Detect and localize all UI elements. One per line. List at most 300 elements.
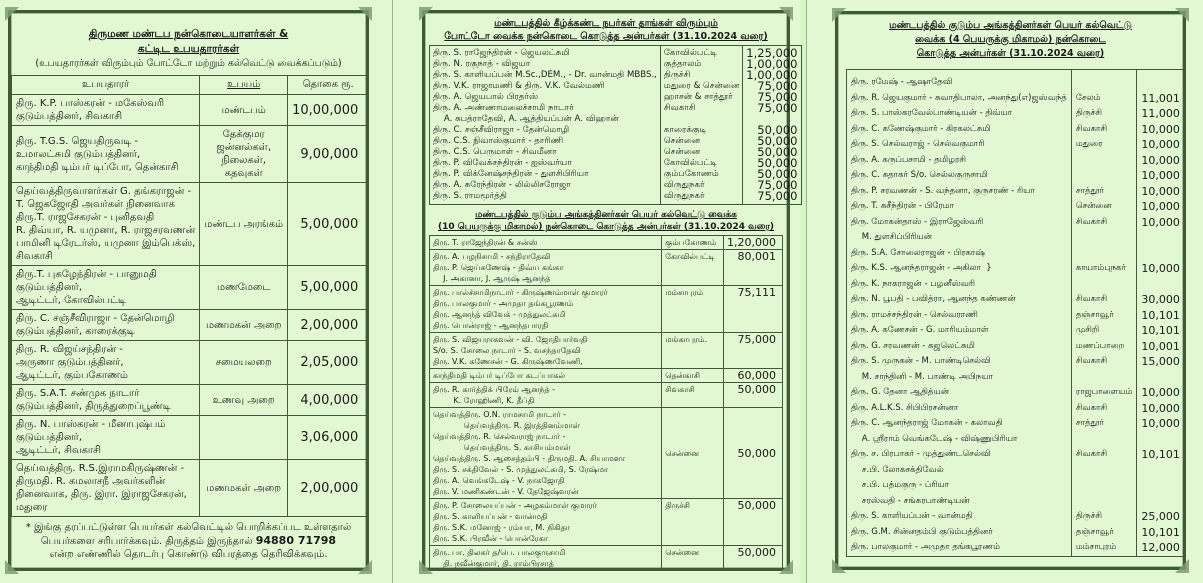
donor-amount: 25,000 bbox=[1141, 510, 1180, 523]
amount-cell: 50,000 bbox=[724, 546, 783, 571]
donor-place bbox=[1076, 246, 1133, 262]
amount-cell: 10,00,000 bbox=[288, 95, 369, 126]
donors-table bbox=[11, 75, 369, 517]
text-line: மணமகன் அறை bbox=[205, 319, 282, 331]
photo-donor-place: ஹாசன் & சாத்தூர் bbox=[663, 92, 733, 102]
text-line: மணமேடை bbox=[217, 282, 271, 293]
donor-amount bbox=[1141, 478, 1180, 494]
donor-place: திருச்சி bbox=[1075, 108, 1103, 118]
donor-cell bbox=[12, 266, 200, 310]
donor-cell bbox=[12, 460, 200, 517]
photo-donor-amount: 50,000 bbox=[757, 145, 798, 159]
photo-donor-place: கோவில்பட்டி bbox=[663, 48, 717, 58]
donor-amount: 10,000 bbox=[1141, 215, 1180, 229]
donor-place bbox=[1076, 153, 1133, 169]
photo-donors-table bbox=[429, 45, 802, 205]
donor-name: A. ஸ்ரீராம் வெங்கடேஷ் - விஷ்ணுபிரியா bbox=[851, 433, 1018, 444]
table-row bbox=[430, 333, 783, 369]
text-line: சமையலறை bbox=[215, 357, 272, 368]
text-line: திரு. V. மணிகண்டன் - V. தேஜேஷ்வரன் bbox=[433, 487, 579, 496]
donor-name: திரு. G. சரவணன் - கஜலெட்சுமி bbox=[851, 340, 975, 351]
donor-amount: 10,000 bbox=[1141, 184, 1180, 198]
table-row bbox=[430, 236, 783, 250]
text-line: திரு. S.A.T. சண்முக நாடார் bbox=[16, 388, 140, 399]
note-line-2-text: பெயர்களை சரிபார்க்கவும். திருத்தம் இருந்தால் bbox=[40, 536, 253, 547]
table-row bbox=[12, 266, 369, 310]
donor-place bbox=[1076, 75, 1133, 91]
text-line: குடும்பத்தினர், சிவகாசி bbox=[16, 111, 123, 122]
text-line: திரு. P. சோலையப்பன் - அழகம்மாள் குமாரர் bbox=[433, 501, 597, 510]
amount-cell: 9,00,000 bbox=[288, 126, 369, 183]
amount-cell: 5,00,000 bbox=[288, 183, 369, 266]
donor-name: திரு. G. தேனா ஆதித்யன் bbox=[851, 387, 949, 397]
donor-amount: 10,000 bbox=[1141, 122, 1180, 136]
donor-place bbox=[1076, 230, 1133, 246]
donor-amount: 10,000 bbox=[1141, 200, 1180, 213]
text-line: திரு.T. ராஜசேகரன் - புனிதவதி bbox=[16, 212, 155, 223]
donor-name: திரு. S.A. சோலைராஜன் - பிரகாஷ் bbox=[851, 247, 985, 258]
donor-name: திரு. S. பாஸ்கரவேல்பாண்டியன் - திவ்யா bbox=[851, 108, 1013, 118]
text-line: S/o. S. சோலை நாடார் - S. வசந்தாதேவி bbox=[433, 346, 581, 355]
donor-amount bbox=[1141, 463, 1180, 479]
place-cell: கோவில்பட்டி bbox=[662, 250, 724, 286]
photo-donor-place: சிவகாசி bbox=[663, 103, 696, 113]
amount-cell: 1,20,000 bbox=[724, 236, 783, 250]
donor-amount: 10,000 bbox=[1141, 386, 1180, 399]
photo-donor-name: திரு. S. காளியப்பன் M.Sc.,DEM., - Dr. வான்மதி MBBS., bbox=[433, 70, 657, 80]
family-section-title-line-2: (10 பெயருக்கு மிகாமல்) நன்கொடை கொடுத்த அன்பர்கள் (31.10.2024 வரை) bbox=[438, 222, 774, 232]
column-header-amount: தொகை ரூ. bbox=[288, 76, 369, 95]
family-names-cell bbox=[430, 369, 662, 383]
donor-amount: 10,000 bbox=[1141, 262, 1180, 275]
corner-ornament-icon bbox=[1175, 559, 1189, 573]
donor-place: சிவகாசி bbox=[1075, 356, 1108, 366]
table-row bbox=[12, 95, 369, 126]
table-row bbox=[12, 460, 369, 517]
panel-3-title-line-2: வைக்க (4 பெயருக்கு மிகாமல்) நன்கொடை bbox=[915, 34, 1106, 45]
photo-donor-amount: 1,00,000 bbox=[746, 68, 798, 82]
item-cell bbox=[200, 341, 288, 385]
text-line: மண்டபம் bbox=[221, 104, 266, 116]
panel-3-frame bbox=[835, 11, 1186, 570]
donor-amount: 30,000 bbox=[1141, 293, 1180, 306]
amount-cell: 5,00,000 bbox=[288, 266, 369, 310]
donor-amount: 10,000 bbox=[1141, 417, 1180, 430]
photo-donor-amount: 1,00,000 bbox=[746, 57, 798, 71]
panel-3-title-line-1: மண்டபத்தில் குடும்ப அங்கத்தினர்கள் பெயர் கல்வெட்டு bbox=[889, 20, 1132, 31]
donor-place: சிவகாசி bbox=[1075, 449, 1108, 459]
panel-2-title-line-1: மண்டபத்தில் கீழ்க்கண்ட நபர்கள் தாங்கள் விரும்பும் bbox=[494, 18, 718, 29]
item-cell bbox=[200, 95, 288, 126]
donor-place: சிவகாசி bbox=[1075, 402, 1108, 413]
text-line: T. ஜெகஜோதி அவர்கள் நினைவாக bbox=[16, 199, 175, 210]
photo-donor-name: திரு. A. அண்ணாமலைச்சாமி நாடார் bbox=[433, 103, 574, 113]
panel-3-title-line-3: கொடுத்த அன்பர்கள் (31.10.2024 வரை) bbox=[916, 48, 1105, 59]
donor-name: திரு. S. காளியப்பன் - வான்மதி bbox=[851, 511, 973, 521]
text-line: திரு. பொன்ராஜ் - ஆனந்தபாரதி bbox=[433, 321, 549, 330]
donor-amounts-column bbox=[1137, 70, 1185, 557]
donor-name: M. சாந்தினி - M. பாண்டி அபிநயா bbox=[851, 371, 993, 382]
donor-name: திரு. G.M. சின்னதம்பி குடும்பத்தினர் bbox=[851, 526, 993, 537]
donor-place bbox=[1076, 370, 1133, 386]
text-line: திரு. A. வெங்கடேஷ் - V. நாகஜோதி bbox=[433, 476, 565, 485]
photo-donor-name: திரு. S. ராஜேந்திரன் - ஜெயலட்சுமி bbox=[433, 48, 570, 58]
donor-name: M. துளசிப்பிரியன் bbox=[851, 232, 932, 242]
corner-ornament-icon bbox=[832, 559, 846, 573]
text-line: தெய்வத்திரு. R. செல்வராஜ் நாடார் - bbox=[433, 432, 566, 441]
photo-donor-name: திரு. P. விவேக்சந்திரன் - ஐஸ்வர்யா bbox=[433, 158, 572, 168]
donor-place: சாத்தூர் bbox=[1075, 418, 1104, 428]
donor-place: மணப்பாறை bbox=[1075, 340, 1125, 351]
donor-place bbox=[1076, 168, 1133, 184]
text-line: திரு. S.K. மனோஜ் - ரம்யா, M. நிகிதா bbox=[433, 523, 570, 532]
amount-cell: 50,000 bbox=[724, 499, 783, 546]
place-cell: சென்னை bbox=[662, 546, 724, 571]
text-line: தெய்வத்திருவாளர்கள் G. தங்கராஜன் - bbox=[16, 186, 192, 197]
amount-cell: 2,00,000 bbox=[288, 460, 369, 517]
panel-2-title-line-2: போட்டோ வைக்க நன்கொடை கொடுத்த அன்பர்கள் (31.10.2024 வரை) bbox=[444, 31, 768, 42]
donor-cell bbox=[12, 95, 200, 126]
photo-donor-name: திரு. V.K. ராஜாமணி & திரு. V.K. வேல்மணி bbox=[433, 81, 605, 91]
text-line: திரு. T. ராஜேந்திரன் & சன்ஸ் bbox=[433, 238, 538, 247]
donor-name: திரு. K. நாகராஜன் - பழனீஸ்வரி bbox=[851, 278, 975, 289]
donor-amount bbox=[1141, 246, 1180, 262]
donor-name: ச.பி. பத்மகுரு - ப்ரியா bbox=[851, 480, 950, 490]
donor-names-column bbox=[847, 70, 1072, 557]
text-line: அருணா குடும்பத்தினர், bbox=[16, 357, 124, 368]
donor-name: திரு. N. பூபதி - பவித்ரா, ஆனந்த கண்ணன் bbox=[851, 294, 1016, 304]
donor-amount: 10,101 bbox=[1141, 308, 1180, 322]
donor-name: திரு. K.S. ஆனந்தராஜன் - அகிலா } bbox=[851, 263, 992, 273]
photo-donor-amount: 75,000 bbox=[757, 189, 798, 203]
text-line: திரு. N. பாஸ்கரன் - மீனாபுஷ்பம் bbox=[16, 419, 166, 430]
photo-donor-amount: 50,000 bbox=[757, 156, 798, 170]
place-cell: சிவகாசி bbox=[662, 383, 724, 408]
donor-amount bbox=[1141, 277, 1180, 293]
family-names-cell bbox=[430, 236, 662, 250]
donor-place bbox=[1076, 277, 1133, 293]
donor-place: சேலம் bbox=[1075, 92, 1101, 103]
donor-name: திரு. ச. பிரபாகர் - முத்துண்டசெல்வி bbox=[851, 449, 991, 459]
photo-donor-amounts bbox=[743, 46, 801, 205]
family-names-cell bbox=[430, 286, 662, 333]
donor-name: திரு. ரமேஷ் - ஆஷாதேவி bbox=[851, 77, 953, 87]
family-names-cell bbox=[430, 408, 662, 499]
text-line: திரு. T.G.S. ஜெயதிருவடி - bbox=[16, 135, 139, 147]
amount-cell: 75,000 bbox=[724, 333, 783, 369]
correction-note bbox=[11, 517, 366, 565]
table-row bbox=[430, 383, 783, 408]
table-header-row bbox=[12, 76, 369, 95]
donor-place: மதுரை bbox=[1075, 139, 1103, 149]
table-row bbox=[430, 369, 783, 383]
donor-amount: 11,000 bbox=[1141, 107, 1180, 120]
donor-place bbox=[1076, 494, 1133, 510]
donor-name: திரு. A. கணேசன் - G. மாரியம்மாள் bbox=[851, 325, 989, 335]
text-line: திரு.T. புகழேந்திரன் - பானுமதி bbox=[16, 269, 157, 280]
column-header-item: உபயம் bbox=[200, 76, 288, 95]
donor-cell bbox=[12, 416, 200, 460]
table-row bbox=[12, 126, 369, 183]
panel-1-title-line-2: கட்டிட உபயதாரர்கள் bbox=[137, 43, 240, 55]
donor-amount: 11,001 bbox=[1141, 91, 1180, 105]
text-line: K. ரோஹிணி, K. தீப்தி bbox=[433, 396, 535, 405]
donor-amount bbox=[1141, 432, 1180, 448]
donor-place: முசிறி bbox=[1075, 325, 1100, 335]
family-section-title-line-1: மண்டபத்தில் குடும்ப அங்கத்தினர்கள் பெயர் கல்வெட்டு வைக்க bbox=[475, 210, 737, 220]
photo-donor-names bbox=[430, 46, 661, 205]
donor-place: திருச்சி bbox=[1075, 511, 1103, 521]
text-line: திரு. V.K. கணேசன் - G. கிருஷ்ணவேணி, bbox=[433, 357, 583, 366]
item-cell bbox=[200, 266, 288, 310]
text-line: ஆடிட்டர், சிவகாசி bbox=[16, 445, 101, 456]
donor-name: திரு. ராமச்சந்திரன் - செல்வராணி bbox=[851, 309, 978, 320]
text-line: தெய்வத்திரு. R. இரத்தினம்மாள் bbox=[433, 421, 580, 430]
panel-2-frame bbox=[422, 10, 798, 571]
photo-donor-place: சென்னை bbox=[663, 147, 701, 157]
amount-cell: 50,000 bbox=[724, 408, 783, 499]
photo-donor-place: கும்பகோணம் bbox=[663, 169, 719, 179]
photo-donor-amount: 1,25,000 bbox=[746, 46, 798, 60]
note-line-3: என்ற எண்ணில் தொடர்பு கொண்டு விபரத்தை தெரிவிக்கவும். bbox=[49, 549, 328, 560]
table-row bbox=[430, 499, 783, 546]
family-names-cell bbox=[430, 333, 662, 369]
donor-name: திரு. A.L.K.S. சிபிபிரசன்னா bbox=[851, 402, 959, 413]
donor-amount: 10,000 bbox=[1141, 153, 1180, 167]
amount-cell: 50,000 bbox=[724, 383, 783, 408]
text-line: ஜன்னல்கள், bbox=[216, 142, 271, 153]
donor-cell bbox=[12, 341, 200, 385]
note-line-1: * இங்கு தரப்பட்டுள்ள பெயர்கள் கல்வெட்டில் பொறிக்கப்பட உள்ளதால் bbox=[25, 522, 352, 533]
table-row bbox=[12, 341, 369, 385]
donor-name: திரு. C. சுதாகர் S/o. செல்லகுருசாமி bbox=[851, 170, 988, 180]
text-line: திரு. A. பழநிசாமி - சந்திராதேவி bbox=[433, 252, 551, 261]
photo-donor-place: மதுரை & சென்னை bbox=[663, 81, 740, 91]
donor-place: சிவகாசி bbox=[1075, 294, 1108, 304]
text-line: காந்திமதி டிம்பர் டிப்போ கடப்பாகல் bbox=[433, 371, 566, 380]
text-line: மணமகள் அறை bbox=[206, 482, 282, 494]
four-name-donors-table bbox=[846, 69, 1185, 557]
place-cell: மம்சாபுரம் bbox=[662, 286, 724, 333]
family-names-cell bbox=[430, 383, 662, 408]
donor-name: திரு. மோகன்தாஸ் - இராஜேஸ்வரி bbox=[851, 216, 984, 227]
table-row bbox=[12, 416, 369, 460]
donor-place bbox=[1076, 432, 1133, 448]
text-line: திரு. S. விஜயராகவன் - வி. ஜோதிபார்வதி bbox=[433, 335, 588, 344]
amount-cell: 60,000 bbox=[724, 369, 783, 383]
donor-place: காயாம்புநகர் bbox=[1075, 263, 1126, 273]
text-line: திரு. பால்ச்சாமிநாடார் - கிருஷ்ணம்மாள் குமாரர் bbox=[433, 288, 608, 297]
text-line: தெய்வத்திரு. O.N. ராமசாமி நாடார் - bbox=[433, 410, 567, 419]
donor-name: சரஸ்வதி - சங்கரபாண்டியன் bbox=[851, 495, 970, 506]
donor-name: திரு. R. ஜெயகுமார் - சுவாதிபாலா, அனந்து(எ)ஜஸ்வந்த் bbox=[851, 92, 1067, 103]
family-donors-table bbox=[429, 235, 783, 571]
photo-donor-place bbox=[664, 114, 739, 125]
donor-name: திரு. C. ஆனந்தராஜ் மோகன் - கலாவதி bbox=[851, 418, 1003, 428]
text-line: நினைவாக, திரு. இரா. இராஜசேகரன், bbox=[16, 489, 187, 500]
donor-amount: 15,000 bbox=[1141, 355, 1180, 368]
donor-amount: 10,101 bbox=[1141, 448, 1180, 461]
text-line: திரு. S. சக்திவேல் - S. முத்துலட்சுமி, S. ரேஷ்மா bbox=[433, 465, 609, 474]
photo-donor-amount: 50,000 bbox=[757, 167, 798, 181]
donor-place: சிவகாசி bbox=[1075, 216, 1108, 227]
panel-1-subtitle: (உபயதாரர்கள் விரும்பும் போட்டோ மற்றும் கல்வெட்டு வைக்கப்படும்) bbox=[35, 58, 342, 69]
place-cell: திருச்சி bbox=[662, 499, 724, 546]
donor-amount: 10,000 bbox=[1141, 138, 1180, 151]
amount-cell: 75,111 bbox=[724, 286, 783, 333]
text-line: திரு. S.K. பிரவீன் - பொன்ரேகா bbox=[433, 534, 549, 543]
text-line: மண்டப அரங்கம் bbox=[204, 218, 284, 230]
text-line: குடும்பத்தினர், காரைக்குடி bbox=[16, 326, 135, 337]
photo-donor-amount: 50,000 bbox=[757, 123, 798, 137]
text-line: திரு. பாலகுமார் - அமுதா தங்கபூரணம் bbox=[433, 299, 574, 308]
text-line: திருமதி. R. கமலாசநீ அவர்களின் bbox=[16, 476, 166, 487]
photo-donor-place: திருச்சி bbox=[663, 70, 691, 80]
text-line: திரு. S. காளியப்பன் - வான்மதி bbox=[433, 512, 548, 521]
photo-donor-name: திரு. P. விக்னேஷ்சந்திரன் - துளசிபிரியா bbox=[433, 169, 589, 179]
table-row bbox=[430, 546, 783, 571]
table-row bbox=[12, 183, 369, 266]
donor-name: திரு. T. சுசீந்திரன் - பிரேமா bbox=[851, 201, 955, 211]
photo-donor-place: கோவில்பட்டி bbox=[663, 158, 717, 168]
text-line: திரு. P. ஜெய்கணேஷ் - திவ்ய கங்கா bbox=[433, 263, 564, 272]
photo-donor-name: திரு. A. ஜெயபால் பிரதர்ஸ் bbox=[433, 92, 539, 102]
photo-donor-places bbox=[660, 46, 742, 205]
family-names-cell bbox=[430, 499, 662, 546]
donor-name: ச.பி. லோகசக்திவேல் bbox=[851, 464, 944, 475]
text-line: திரு. K.P. பாஸ்கரன் - மகேஸ்வரி bbox=[16, 98, 165, 109]
text-line: திரு. R. கார்த்திக் பிரேம் ஆனந்த் - bbox=[433, 385, 556, 394]
text-line: R. திவ்யா, R. யமுனா, R. ராஜசரவணன் bbox=[16, 225, 196, 236]
text-line: திரு. R. விஜய்சந்திரன் - bbox=[16, 344, 123, 355]
donor-name: திரு. பாலகுமார் - அமுதா தங்கபூரணம் bbox=[851, 542, 1000, 552]
photo-donors-block bbox=[430, 46, 802, 205]
photo-donor-name: A. சுபத்ராதேவி, A. ஆத்தியப்பன் A. விஹான் bbox=[433, 114, 619, 124]
donor-name: திரு. P. சரவணன் - S. வந்தனா, குருசரண் - ரியா bbox=[851, 185, 1035, 196]
text-line: தெய்வத்திரு. R.S.இராமகிருஷ்ணன் - bbox=[16, 463, 185, 474]
text-line: மதுரை bbox=[16, 502, 48, 513]
donor-amount: 10,101 bbox=[1141, 324, 1180, 337]
photo-donor-place: விருதுநகர் bbox=[663, 191, 705, 201]
photo-donor-place: சென்னை bbox=[663, 136, 701, 146]
photo-donor-place: காரைக்குடி bbox=[663, 125, 707, 135]
photo-donor-place: விருதுநகர் bbox=[663, 180, 705, 190]
family-names-cell bbox=[430, 250, 662, 286]
text-line: திரு. ஆனந்த் விவேக் - முத்துலட்சுமி bbox=[433, 310, 566, 319]
donor-name: திரு. S. முருகன் - M. பாண்டிசெல்வி bbox=[851, 356, 991, 366]
donor-place: சென்னை bbox=[1075, 201, 1112, 211]
text-line: திரு. C. சஞ்சீவிராஜா - தேன்மொழி bbox=[16, 313, 175, 324]
item-cell bbox=[200, 310, 288, 341]
donor-cell bbox=[12, 183, 200, 266]
contact-phone-number: 94880 71798 bbox=[255, 534, 337, 547]
photo-donor-name: திரு. C.S. பெருமாள் - சிவமீனா bbox=[433, 147, 557, 157]
table-row bbox=[430, 408, 783, 499]
table-row bbox=[12, 310, 369, 341]
amount-cell: 2,00,000 bbox=[288, 310, 369, 341]
text-line: திரு. பா. திலகர் த/பெ. பாலகுருசாமி bbox=[433, 548, 566, 557]
amount-cell: 80,001 bbox=[724, 250, 783, 286]
amount-cell: 3,06,000 bbox=[288, 416, 369, 460]
photo-donor-name: திரு. S. ராமமூர்த்தி bbox=[433, 191, 507, 201]
photo-donor-amount: 75,000 bbox=[757, 79, 798, 93]
donor-cell bbox=[12, 310, 200, 341]
table-row bbox=[12, 385, 369, 416]
photo-donor-name: திரு. N. ரகுநாத் - விஜயா bbox=[433, 59, 531, 69]
text-line: குடும்பத்தினர், திருத்துறைப்பூண்டி bbox=[16, 401, 171, 412]
item-cell bbox=[200, 183, 288, 266]
donor-name: திரு. A. கருப்பசாமி - தமிழரசி bbox=[851, 154, 967, 165]
donor-amount: 12,000 bbox=[1141, 541, 1180, 554]
photo-donor-amount: 75,000 bbox=[757, 90, 798, 104]
text-line: காந்திமதி டிம்பர் டிப்போ, தென்காசி bbox=[16, 161, 179, 173]
donor-name: திரு. S. செல்வராஜ் - செல்வகுமாரி bbox=[851, 139, 985, 149]
photo-donor-place: குத்தாலம் bbox=[663, 59, 702, 69]
donor-place: ராஜபாளையம் bbox=[1075, 387, 1133, 397]
donor-place: தஞ்சாவூர் bbox=[1075, 526, 1114, 537]
panel-1-title-line-1: திருமண மண்டப நன்கொடையாளர்கள் & bbox=[88, 28, 289, 40]
text-line: தேக்குமர bbox=[222, 129, 265, 140]
donor-amount: 10,000 bbox=[1141, 401, 1180, 415]
donor-name: திரு. C. கணேஷ்குமார் - கிரகலட்சுமி bbox=[851, 123, 991, 134]
place-cell: சென்னை bbox=[662, 408, 724, 499]
donor-place: சிவகாசி bbox=[1075, 123, 1108, 134]
note-line-2 bbox=[15, 534, 362, 548]
photo-donor-name: திரு. C.S. நிவாஸ்குமார் - தாரிணி bbox=[433, 136, 564, 146]
text-line: பாமினி டிரேடர்ஸ், யமுனா இம்பெக்ஸ், bbox=[16, 238, 196, 249]
donor-place: சாத்தூர் bbox=[1075, 185, 1104, 196]
family-names-cell bbox=[430, 546, 662, 571]
text-line: நிலைகள், bbox=[221, 155, 267, 166]
photo-donor-name: திரு. C. சஞ்சீவிராஜா - தேன்மொழி bbox=[433, 125, 570, 135]
text-line: குடும்பத்தினர், bbox=[16, 282, 83, 293]
item-cell bbox=[200, 385, 288, 416]
place-cell: மங்காபுரம். bbox=[662, 333, 724, 369]
item-cell bbox=[200, 126, 288, 183]
donor-amount bbox=[1141, 370, 1180, 386]
text-line: தி. நவீன்குமார், தி. ராம்பிரசாத் bbox=[433, 559, 554, 568]
item-cell bbox=[200, 460, 288, 517]
donor-place: தஞ்சாவூர் bbox=[1075, 309, 1114, 320]
text-line: குடும்பத்தினர், bbox=[16, 432, 83, 443]
panel-1-frame bbox=[8, 10, 369, 571]
donor-cell bbox=[12, 385, 200, 416]
donor-amount: 10,101 bbox=[1141, 525, 1180, 539]
place-cell: தென்காசி bbox=[662, 369, 724, 383]
text-line: ஆடிட்டர், கும்பகோணம் bbox=[16, 370, 128, 381]
donor-place: மம்சாபுரம் bbox=[1075, 542, 1117, 552]
table-row bbox=[430, 286, 783, 333]
donor-amount: 10,000 bbox=[1141, 169, 1180, 182]
photo-donor-name: திரு. A. சுரேந்திரன் - லில்லிசரோஜா bbox=[433, 180, 571, 190]
amount-cell: 4,00,000 bbox=[288, 385, 369, 416]
amount-cell: 2,05,000 bbox=[288, 341, 369, 385]
photo-donor-amount: 75,000 bbox=[757, 101, 798, 115]
text-line: சிவகாசி bbox=[16, 251, 53, 262]
text-line: J. அகானா, J. ஆருஷ் ஆனந்த் bbox=[433, 274, 551, 283]
text-line: ஆடிட்டர், கோவில்பட்டி bbox=[16, 295, 126, 306]
donor-amount bbox=[1141, 230, 1180, 246]
donor-amount bbox=[1141, 494, 1180, 510]
donor-amount bbox=[1141, 75, 1180, 91]
donor-place bbox=[1076, 478, 1133, 494]
text-line: உணவு அறை bbox=[212, 394, 275, 406]
item-cell bbox=[200, 416, 288, 460]
donor-cell bbox=[12, 126, 200, 183]
photo-donor-amount: 50,000 bbox=[757, 134, 798, 148]
text-line: தெய்வத்திரு. S. ஆசைத்தம்பி - திருமதி. A. சியாமளா bbox=[433, 454, 626, 463]
donor-amount: 10,001 bbox=[1141, 339, 1180, 353]
